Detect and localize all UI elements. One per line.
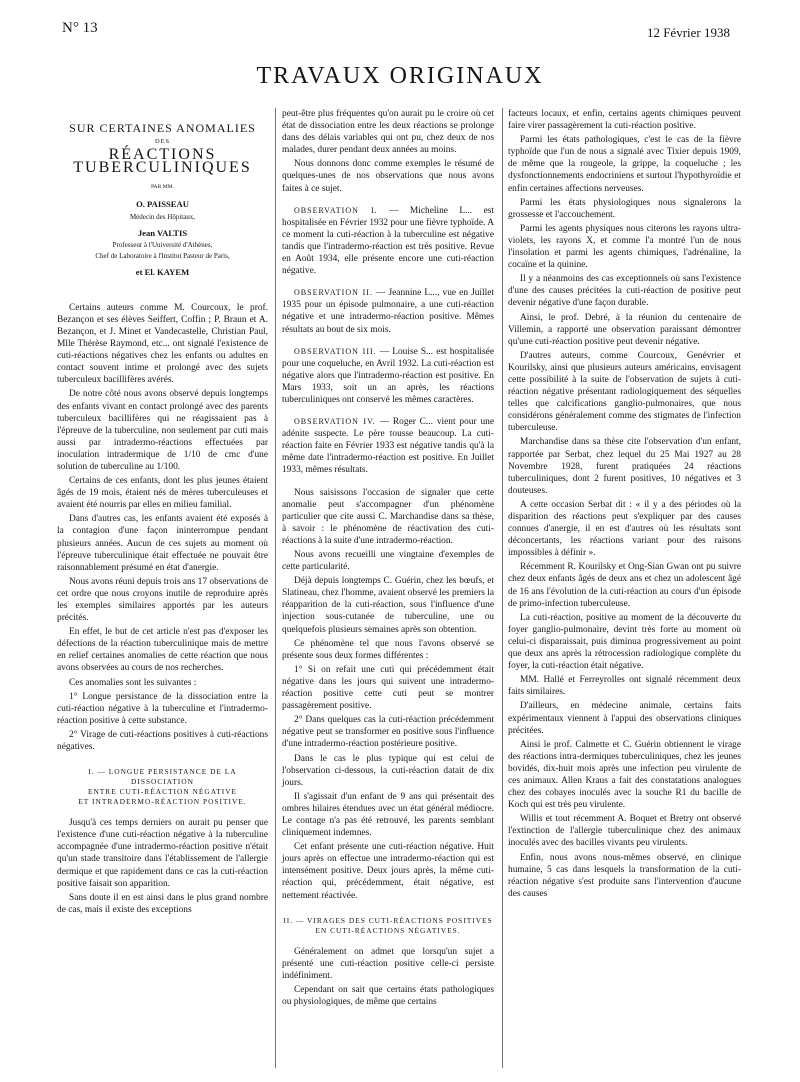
paragraph: Certains auteurs comme M. Courcoux, le prof. Bezançon et ses élèves Seiffert, Coffin ; P. Braun et A. Bezançon, et J. Minet et Vandecastelle, Christian Paul, Mlle Thérèse Raymond, etc... ont signalé l'existence de cuti-réactions négatives chez les enfants ou adultes en contact souvent intime et prolongé avec des sujets tuberculeux bacillifères avérés. xyxy=(57,302,268,386)
article-title-line: SUR CERTAINES ANOMALIES xyxy=(69,121,256,135)
section-heading-line: I. — LONGUE PERSISTANCE DE LA DISSOCIATION xyxy=(88,767,237,787)
paragraph: Il y a néanmoins des cas exceptionnels où sans l'existence d'une des causes précitées la cuti-réaction de positive peut devenir négative d'une façon durable. xyxy=(508,274,741,309)
observation xyxy=(282,287,494,335)
paragraph: Il s'agissait d'un enfant de 9 ans qui présentait des ombres hilaires étendues avec un état général médiocre. Le contage n'a pas été retrouvé, les parents semblant cliniquement indemnes. xyxy=(282,791,494,839)
paragraph: 2° Virage de cuti-réactions positives à cuti-réactions négatives. xyxy=(57,729,268,753)
section-heading xyxy=(282,916,494,936)
article-title-line: TUBERCULINIQUES xyxy=(73,159,252,177)
issue-date: 12 Février 1938 xyxy=(646,25,730,40)
observation-heading: OBSERVATION IV. xyxy=(294,417,376,427)
byline-par: PAR MM. xyxy=(150,184,175,191)
observation xyxy=(282,416,494,476)
paragraph: 1° Longue persistance de la dissociation entre la cuti-réaction négative à la tuberculine et l'intradermo-réaction positive à cette substance. xyxy=(57,691,268,726)
section-heading-line: EN CUTI-RÉACTIONS NÉGATIVES. xyxy=(315,925,461,935)
paragraph: Récemment R. Kourilsky et Ong-Sian Gwan ont pu suivre chez deux enfants âgés de deux ans et chez un adolescent âgé de 16 ans l'évolution de la cuti-réaction au cours d'un épisode de primo-infection tuberculeuse. xyxy=(508,562,741,609)
paragraph: En effet, le but de cet article n'est pas d'exposer les défections de la réaction tuberculinique mais de mettre en relief certaines anomalies de cette réaction que nous avons observées au cours de nos recherches. xyxy=(57,627,268,674)
paragraph: Parmi les états pathologiques, c'est le cas de la fièvre typhoïde que l'un de nous a signalé avec Tixier depuis 1909, de même que la rougeole, la grippe, la coqueluche ; les dysfonctionnements endocriniens et surtout l'hypothyroïdie et enfin certaines affections nerveuses. xyxy=(508,135,741,194)
observation-heading: OBSERVATION II. xyxy=(294,288,373,298)
paragraph: Cependant on sait que certains états pathologiques ou physiologiques, de même que certains xyxy=(282,984,494,1007)
author-name: O. PAISSEAU xyxy=(136,199,189,210)
column-1 xyxy=(57,108,268,918)
column-3 xyxy=(508,108,741,902)
author-affiliation: Professeur à l'Université d'Athènes, xyxy=(112,240,213,249)
paragraph: MM. Hallé et Ferreyrolles ont signalé récemment deux faits similaires. xyxy=(508,675,741,698)
column-2 xyxy=(282,108,494,1010)
paragraph: Déjà depuis longtemps C. Guérin, chez les bœufs, et Slatineau, chez l'homme, avaient observé les premiers la réapparition de la cuti-réaction, sous l'influence d'une injection sous-cutanée de tuberculine, une ou quelquefois plusieurs semaines après son obtention. xyxy=(282,576,494,635)
author-name: Jean VALTIS xyxy=(137,227,188,238)
observation-heading: OBSERVATION I. xyxy=(294,205,378,215)
paragraph: Ce phénomène tel que nous l'avons observé se présente sous deux formes différentes : xyxy=(282,638,494,661)
paragraph: Parmi les agents physiques nous citerons les rayons ultra-violets, les rayons X, et comme l'a montré l'un de nous l'insolation et parmi les agents chimiques, l'adrénaline, la cocaïne et la quinine. xyxy=(508,223,741,271)
paragraph: Nous saisissons l'occasion de signaler que cette anomalie peut s'accompagner d'un phénomène particulier que cite aussi C. Marchandise dans sa thèse, à savoir : le phénomène de réactivation des cuti-réactions à la suite d'une intradermo-réaction. xyxy=(282,487,494,546)
paragraph: facteurs locaux, et enfin, certains agents chimiques peuvent faire virer passagèrement la cuti-réaction positive. xyxy=(508,109,741,132)
observation xyxy=(282,346,494,406)
paragraph: Dans le cas le plus typique qui est celui de l'observation ci-dessous, la cuti-réaction datait de dix jours. xyxy=(282,753,494,788)
paragraph: De notre côté nous avons observé depuis longtemps des enfants vivant en contact prolongé avec des parents tuberculeux bacillifères qui ne réagissaient pas à l'épreuve de la tuberculine, non seulement par cuti mais aussi par intradermo-réactions effectuées par inoculation intradermique de 1/10 de cmc d'une solution de tuberculine au 1/100. xyxy=(57,389,268,472)
article-title-line: RÉACTIONS xyxy=(108,146,217,164)
observation xyxy=(282,205,494,278)
paragraph: Willis et tout récemment A. Boquet et Bretry ont observé l'extinction de l'allergie tuberculinique chez des animaux inoculés avec des bacilles vivants peu virulents. xyxy=(508,814,741,849)
paragraph: 1° Si on refait une cuti qui précédemment était négative dans les jours qui suivent une intradermo-réaction positive cette cuti peut se montrer passagèrement positive. xyxy=(282,664,494,712)
paragraph: Nous avons recueilli une vingtaine d'exemples de cette particularité. xyxy=(282,550,494,573)
section-heading-line: II. — VIRAGES DES CUTI-RÉACTIONS POSITIVES xyxy=(283,915,493,925)
article-title-line: DES xyxy=(154,138,171,146)
author-name: et El. KAYEM xyxy=(135,266,190,277)
column-rule xyxy=(275,108,276,1068)
author-affiliation: Chef de Laboratoire à l'Institut Pasteur de Paris, xyxy=(95,251,230,260)
paragraph: D'ailleurs, en médecine animale, certains faits expérimentaux viennent à l'appui des observations cliniques précitées. xyxy=(508,701,741,736)
section-heading xyxy=(57,767,268,807)
paragraph: A cette occasion Serbat dit : « il y a des périodes où la disparition des réactions peut s'expliquer par des causes connues d'anergie, il en est d'autres où les résultats sont déconcertants, les réactions variant pour des raisons impossibles à définir ». xyxy=(508,499,741,559)
paragraph: Nous avons réuni depuis trois ans 17 observations de cet ordre que nous croyons inutile de reproduire après les exemples similaires apportés par les auteurs précités. xyxy=(57,576,268,624)
paragraph: Cet enfant présente une cuti-réaction négative. Huit jours après on effectue une intradermo-réaction qui est intensément positive. Deux jours après, la même cuti-réaction qui, précédemment, était négative, est nettement réactivée. xyxy=(282,842,494,901)
paragraph: Jusqu'à ces temps derniers on aurait pu penser que l'existence d'une cuti-réaction négative à la tuberculine accompagnée d'une intradermo-réaction positive n'était qu'un stade transitoire dans l'établissement de l'allergie dermique et que rapidement dans ce cas la cuti-réaction positive faisait son apparition. xyxy=(57,818,268,889)
paragraph: Marchandise dans sa thèse cite l'observation d'un enfant, rapportée par Serbat, chez lequel du 25 Mai 1927 au 28 Novembre 1928, furent pratiquées 24 réactions tuberculiniques, dont 2 furent positives, 10 négatives et 3 douteuses. xyxy=(508,437,741,496)
observation-heading: OBSERVATION III. xyxy=(294,346,377,356)
paragraph: Parmi les états physiologiques nous signalerons la grossesse et l'accouchement. xyxy=(508,197,741,220)
paragraph: Généralement on admet que lorsqu'un sujet a présenté une cuti-réaction positive celle-ci persiste indéfiniment. xyxy=(282,946,494,981)
section-title: TRAVAUX ORIGINAUX xyxy=(256,63,544,89)
paragraph: Ainsi, le prof. Debré, à la réunion du centenaire de Villemin, a rapporté une observation paraissant démontrer qu'une cuti-réaction positive peut devenir négative. xyxy=(508,312,741,347)
observation-text: — Louise S... est hospitalisée pour une coqueluche, en Avril 1932. La cuti-réaction est négative alors que l'intradermo-réaction est positive. En Mars 1933, soit un an après, les réactions tuberculiniques ont conservé les mêmes caractères. xyxy=(282,346,495,405)
paragraph: peut-être plus fréquentes qu'on aurait pu le croire où cet état de dissociation entre les deux réactions se prolonge dans des délais variables qui ont pu, chez deux de nos malades, durer pendant deux années au moins. xyxy=(282,109,494,156)
observation-text: — Roger C... vient pour une adénite suspecte. Le père tousse beaucoup. La cuti-réaction faite en Février 1933 est négative tandis qu'à la même date l'intradermo-réaction est positive. En Juillet 1933, mêmes résultats. xyxy=(282,417,494,476)
paragraph: D'autres auteurs, comme Courcoux, Genévrier et Kourilsky, ainsi que plusieurs auteurs américains, envisagent cette possibilité à la suite de l'observation de sujets à cuti-réaction négative présentant radiologiquement des séquelles telles que calcifications ganglio-pulmonaires, que nous considérons généralement comme des stigmates de l'infection tuberculeuse. xyxy=(508,350,741,434)
author-affiliation: Médecin des Hôpitaux, xyxy=(129,212,196,221)
column-rule xyxy=(502,108,503,1068)
observation-text: — Micheline L... est hospitalisée en Février 1932 pour une fièvre typhoïde. A ce moment la cuti-réaction à la tuberculine est négative tandis que l'intradermo-réaction est très positive. Revue en Août 1934, elle présente encore une cuti-réaction négative. xyxy=(282,205,494,277)
paragraph: Sans doute il en est ainsi dans le plus grand nombre de cas, mais il existe des exceptions xyxy=(57,892,268,915)
issue-number: N° 13 xyxy=(62,20,98,36)
section-heading-line: ENTRE CUTI-RÉACTION NÉGATIVE xyxy=(87,787,238,797)
paragraph: La cuti-réaction, positive au moment de la découverte du foyer ganglio-pulmonaire, devint très forte au moment où celui-ci disparaissait, puis diminua progressivement au point que deux ans après la rétrocession radiologique complète du foyer, la cuti-réaction était négative. xyxy=(508,612,741,672)
paragraph: Ainsi le prof. Calmette et C. Guérin obtiennent le virage des réactions intra-dermiques tuberculiniques, chez les jeunes bovidés, dix-huit mois après une infection peu virulente de ces animaux. Allen Kraus a fait des constatations analogues chez des cobayes inoculés avec la souche R1 du bacille de Koch qui est très peu virulente. xyxy=(508,739,741,811)
paragraph: Dans d'autres cas, les enfants avaient été exposés à la contagion d'une façon ininterrompue pendant plusieurs années. Aucun de ces sujets au moment où l'épreuve tuberculinique était effectuée ne pouvait être raisonnablement présumé en état d'anergie. xyxy=(57,514,268,573)
observation-text: — Jeannine L..., vue en Juillet 1935 pour un épisode pulmonaire, a une cuti-réaction négative et une intradermo-réaction positive. Mêmes résultats au bout de six mois. xyxy=(282,288,494,335)
section-heading-line: ET INTRADERMO-RÉACTION POSITIVE. xyxy=(78,797,247,807)
paragraph: Nous donnons donc comme exemples le résumé de quelques-unes de nos observations que nous avons faites à ce sujet. xyxy=(282,159,494,194)
paragraph: Certains de ces enfants, dont les plus jeunes étaient âgés de 19 mois, étaient nés de mères tuberculeuses et avaient été nourris par elles en milieu familial. xyxy=(57,476,268,511)
paragraph: Ces anomalies sont les suivantes : xyxy=(69,677,197,688)
paragraph: 2° Dans quelques cas la cuti-réaction précédemment négative peut se transformer en positive sous l'influence d'une intradermo-réaction postérieure positive. xyxy=(282,715,494,750)
paragraph: Enfin, nous avons nous-mêmes observé, en clinique humaine, 5 cas dans lesquels la transformation de la cuti-réaction négative s'est produite sans l'intervention d'aucune des causes xyxy=(508,852,741,899)
